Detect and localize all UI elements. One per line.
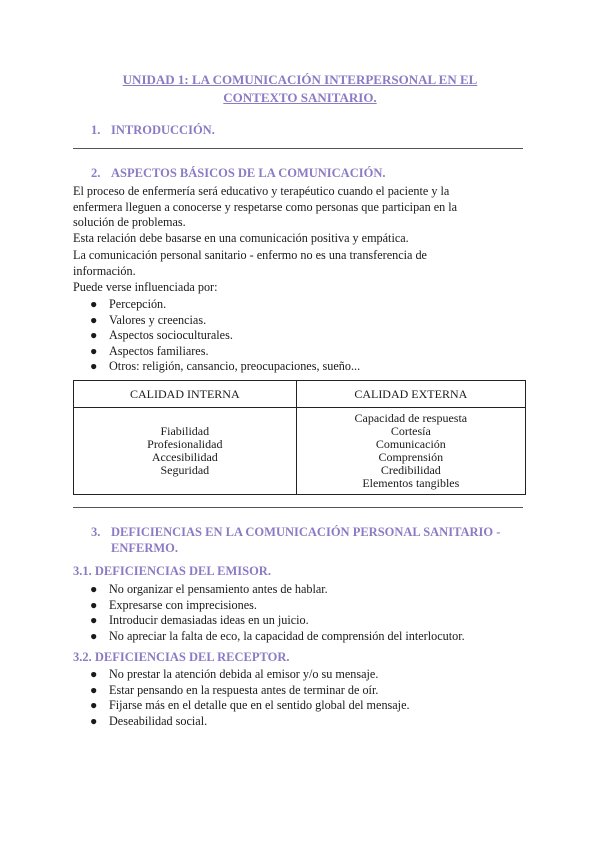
- bullet-icon: ●: [90, 328, 98, 342]
- title-line-1: UNIDAD 1: LA COMUNICACIÓN INTERPERSONAL EN EL: [122, 72, 478, 87]
- table-cell-item: Fiabilidad: [160, 424, 210, 438]
- bullet-icon: ●: [90, 667, 98, 681]
- list-item-text: No organizar el pensamiento antes de hablar.: [109, 582, 328, 596]
- list-item-text: Expresarse con imprecisiones.: [109, 597, 257, 612]
- list-item: [73, 698, 410, 714]
- bullet-icon: ●: [90, 359, 98, 373]
- table-cell-item: Accesibilidad: [151, 450, 218, 464]
- paragraph: [73, 231, 533, 247]
- bullet-icon: ●: [90, 343, 98, 358]
- table-header-external: CALIDAD EXTERNA: [296, 381, 525, 408]
- section-1-number: 1.: [91, 123, 101, 137]
- receiver-deficiencies-list: [73, 667, 410, 729]
- list-item-text: Aspectos familiares.: [109, 343, 209, 358]
- paragraph-line: Esta relación debe basarse en una comunicación positiva y empática.: [73, 231, 409, 245]
- paragraph: [73, 184, 533, 231]
- bullet-icon: ●: [90, 682, 98, 697]
- section-3-heading-cont: [111, 540, 178, 556]
- list-item: [73, 359, 360, 375]
- influences-list: [73, 297, 360, 375]
- list-item-text: Valores y creencias.: [109, 312, 207, 327]
- list-item-text: Deseabilidad social.: [109, 713, 208, 728]
- list-item-text: Fijarse más en el detalle que en el sentido global del mensaje.: [109, 698, 410, 712]
- section-1-heading: [91, 122, 215, 138]
- paragraph-line: solución de problemas.: [73, 215, 186, 229]
- list-item-text: Introducir demasiadas ideas en un juicio.: [109, 613, 309, 627]
- paragraph-line: Puede verse influenciada por:: [73, 280, 218, 294]
- bullet-icon: ●: [90, 698, 98, 712]
- paragraph-line: enfermera lleguen a conocerse y respetarse como personas que participan en la: [73, 199, 458, 214]
- section-2-label: ASPECTOS BÁSICOS DE LA COMUNICACIÓN.: [111, 166, 386, 180]
- internal-quality-cell: [74, 408, 297, 495]
- list-item-text: No apreciar la falta de eco, la capacidad de comprensión del interlocutor.: [109, 628, 465, 643]
- paragraph-line: información.: [73, 263, 136, 278]
- quality-table: [73, 380, 526, 495]
- section-2-number: 2.: [91, 166, 101, 180]
- list-item: [73, 667, 410, 683]
- bullet-icon: ●: [90, 613, 98, 627]
- table-header-internal: CALIDAD INTERNA: [74, 381, 297, 408]
- list-item: [73, 313, 360, 329]
- table-cell-item: Elementos tangibles: [362, 476, 460, 490]
- bullet-icon: ●: [90, 628, 98, 643]
- list-item: [73, 582, 465, 598]
- list-item: [73, 328, 360, 344]
- section-1-label: INTRODUCCIÓN.: [111, 123, 215, 137]
- document-title: [100, 71, 500, 107]
- paragraph: [73, 248, 533, 279]
- divider: [73, 507, 523, 508]
- table-cell-item: Seguridad: [160, 463, 210, 477]
- list-item: [73, 714, 410, 730]
- section-3-number: 3.: [91, 525, 101, 539]
- emitter-deficiencies-list: [73, 582, 465, 644]
- table-cell-item: Credibilidad: [380, 463, 441, 477]
- list-item: [73, 683, 410, 699]
- subsection-3-1-heading: 3.1. DEFICIENCIAS DEL EMISOR.: [73, 564, 271, 578]
- list-item-text: Estar pensando en la respuesta antes de terminar de oír.: [109, 682, 379, 697]
- table-cell-item: Comprensión: [378, 450, 444, 464]
- section-3-label: DEFICIENCIAS EN LA COMUNICACIÓN PERSONAL SANITARIO -: [111, 525, 501, 539]
- list-item-text: Otros: religión, cansancio, preocupaciones, sueño...: [109, 359, 361, 373]
- paragraph-line: La comunicación personal sanitario - enfermo no es una transferencia de: [73, 248, 427, 262]
- list-item: [73, 598, 465, 614]
- list-item: [73, 297, 360, 313]
- bullet-icon: ●: [90, 597, 98, 612]
- section-2-heading: [91, 165, 385, 181]
- title-line-2: CONTEXTO SANITARIO.: [223, 90, 377, 105]
- list-item: [73, 613, 465, 629]
- list-item-text: Percepción.: [109, 297, 167, 311]
- bullet-icon: ●: [90, 582, 98, 596]
- section-3-label-cont: ENFERMO.: [111, 541, 179, 555]
- bullet-icon: ●: [90, 713, 98, 728]
- list-item-text: Aspectos socioculturales.: [109, 328, 233, 342]
- bullet-icon: ●: [90, 297, 98, 311]
- subsection-3-2-heading: 3.2. DEFICIENCIAS DEL RECEPTOR.: [73, 650, 290, 664]
- section-3-heading: [91, 524, 500, 540]
- table-cell-item: Comunicación: [375, 437, 446, 451]
- list-item: [73, 629, 465, 645]
- paragraph: [73, 280, 533, 296]
- bullet-icon: ●: [90, 312, 98, 327]
- table-cell-item: Cortesía: [390, 424, 431, 438]
- paragraph-line: El proceso de enfermería será educativo y terapéutico cuando el paciente y la: [73, 184, 450, 198]
- table-cell-item: Profesionalidad: [147, 437, 223, 451]
- table-cell-item: Capacidad de respuesta: [354, 411, 468, 425]
- external-quality-cell: [296, 408, 525, 495]
- divider: [73, 148, 523, 149]
- list-item-text: No prestar la atención debida al emisor y/o su mensaje.: [109, 667, 379, 681]
- list-item: [73, 344, 360, 360]
